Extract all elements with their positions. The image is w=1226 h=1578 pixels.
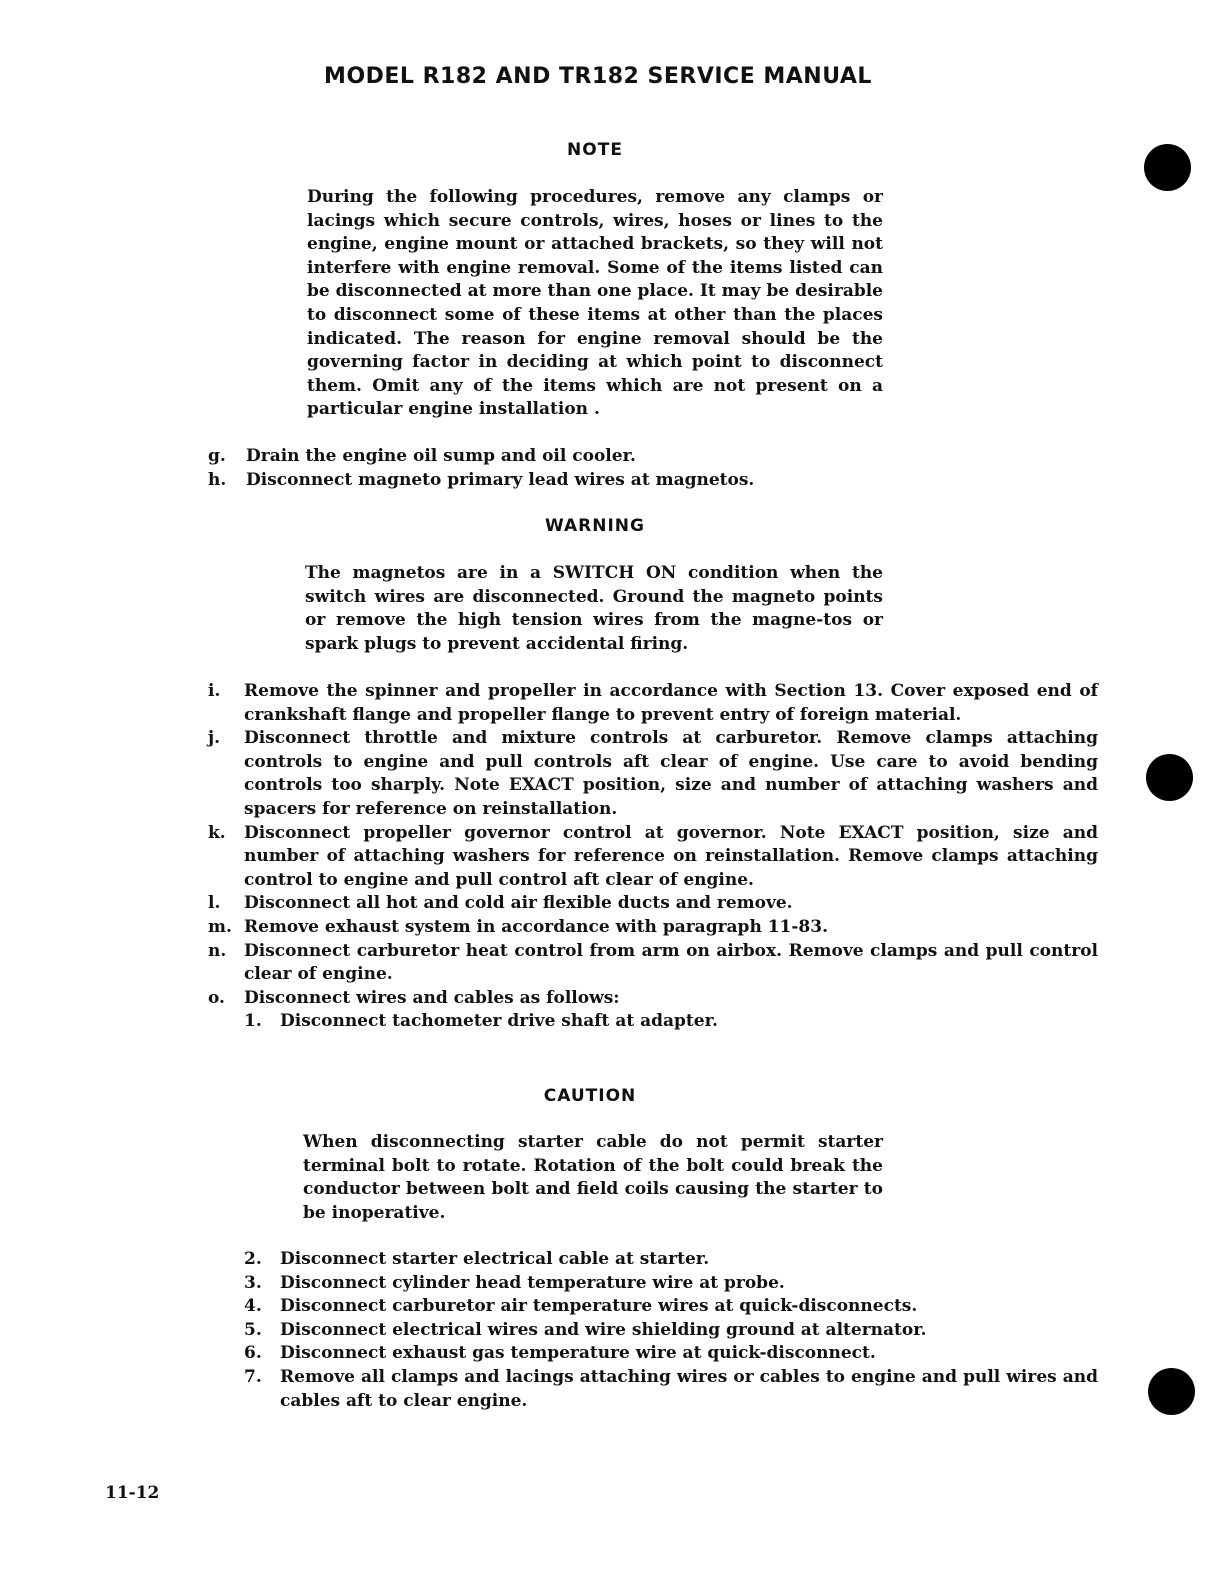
step-text: Drain the engine oil sump and oil cooler. xyxy=(246,446,636,466)
warning-text: The magnetos are in a SWITCH ON condition when the switch wires are disconnected. Ground the magneto points or remove the high tension wires from the magne-tos or spark plugs to prevent accidental firing. xyxy=(305,563,883,654)
step-text: Remove the spinner and propeller in accordance with Section 13. Cover exposed end of crankshaft flange and propeller flange to prevent entry of foreign material. xyxy=(244,681,1098,725)
substep-label: 6. xyxy=(244,1343,262,1364)
list-item xyxy=(244,1342,1098,1366)
list-item xyxy=(208,1010,1098,1034)
substep-label: 1. xyxy=(244,1011,262,1032)
substep-text: Disconnect electrical wires and wire shielding ground at alternator. xyxy=(280,1319,927,1340)
step-text: Disconnect wires and cables as follows: xyxy=(244,987,620,1008)
steps-g-h-list xyxy=(208,445,1098,492)
list-item xyxy=(244,1248,1098,1272)
step-label: h. xyxy=(208,469,227,490)
substep-text: Disconnect tachometer drive shaft at adapter. xyxy=(280,1011,718,1032)
step-text: Disconnect throttle and mixture controls at carburetor. Remove clamps attaching controls to engine and pull controls aft clear of engine. Use care to avoid bending controls too sharply. Note EXACT position, size and number of attaching washers and spacers for reference on reinstallation. xyxy=(244,728,1098,819)
step-label: n. xyxy=(208,940,227,961)
step-text: Remove exhaust system in accordance with paragraph 11-83. xyxy=(244,916,829,937)
page-header-title: MODEL R182 AND TR182 SERVICE MANUAL xyxy=(324,64,872,89)
list-item xyxy=(244,1295,1098,1319)
substep-text: Remove all clamps and lacings attaching wires or cables to engine and pull wires and cables aft to clear engine. xyxy=(280,1366,1098,1411)
step-text: Disconnect all hot and cold air flexible ducts and remove. xyxy=(244,893,793,914)
list-item xyxy=(208,680,1098,727)
substep-text: Disconnect cylinder head temperature wire at probe. xyxy=(280,1272,785,1293)
list-item xyxy=(244,1366,1098,1413)
note-text: During the following procedures, remove any clamps or lacings which secure controls, wires, hoses or lines to the engine, engine mount or attached brackets, so they will not interfere with engine removal. Some of the items listed can be disconnected at more than one place. It may be desirable to disconnect some of these items at other than the places indicated. The reason for engine removal should be the governing factor in deciding at which point to disconnect them. Omit any of the items which are not present on a particular engine installation . xyxy=(307,187,883,420)
step-label: m. xyxy=(208,916,232,937)
step-label: k. xyxy=(208,822,226,843)
binder-hole xyxy=(1146,754,1193,801)
step-label: o. xyxy=(208,987,225,1008)
note-heading: NOTE xyxy=(567,140,623,160)
step-text: Disconnect propeller governor control at governor. Note EXACT position, size and number of attaching washers for reference on reinstallation. Remove clamps attaching control to engine and pull control aft clear of engine. xyxy=(244,822,1098,890)
list-item xyxy=(208,987,1098,1011)
page-number: 11-12 xyxy=(105,1483,160,1503)
substep-label: 2. xyxy=(244,1249,262,1269)
step-label: l. xyxy=(208,893,221,914)
list-item xyxy=(208,892,1098,916)
list-item xyxy=(244,1272,1098,1296)
substep-label: 5. xyxy=(244,1319,262,1340)
substep-label: 3. xyxy=(244,1272,262,1293)
list-item xyxy=(208,469,1098,493)
substep-label: 4. xyxy=(244,1296,262,1317)
list-item xyxy=(208,727,1098,821)
warning-heading: WARNING xyxy=(545,516,645,536)
list-item xyxy=(208,916,1098,940)
binder-hole xyxy=(1148,1368,1195,1415)
substep-label: 7. xyxy=(244,1366,262,1387)
caution-heading: CAUTION xyxy=(543,1086,637,1106)
list-item xyxy=(208,940,1098,987)
substep-text: Disconnect exhaust gas temperature wire at quick-disconnect. xyxy=(280,1343,876,1364)
list-item xyxy=(244,1319,1098,1343)
steps-i-o-list xyxy=(208,680,1098,1034)
substeps-2-7-list xyxy=(244,1248,1098,1413)
step-text: Disconnect carburetor heat control from arm on airbox. Remove clamps and pull control clear of engine. xyxy=(244,940,1098,985)
step-label: i. xyxy=(208,681,221,701)
caution-text: When disconnecting starter cable do not permit starter terminal bolt to rotate. Rotation of the bolt could break the conductor between bolt and field coils causing the starter to be inoperative. xyxy=(303,1132,883,1223)
substep-text: Disconnect starter electrical cable at starter. xyxy=(280,1249,710,1269)
step-label: j. xyxy=(208,728,221,749)
substep-text: Disconnect carburetor air temperature wires at quick-disconnects. xyxy=(280,1296,918,1317)
list-item xyxy=(208,445,1098,469)
list-item xyxy=(208,822,1098,893)
step-text: Disconnect magneto primary lead wires at magnetos. xyxy=(246,469,755,490)
binder-hole xyxy=(1144,144,1191,191)
step-label: g. xyxy=(208,446,226,466)
